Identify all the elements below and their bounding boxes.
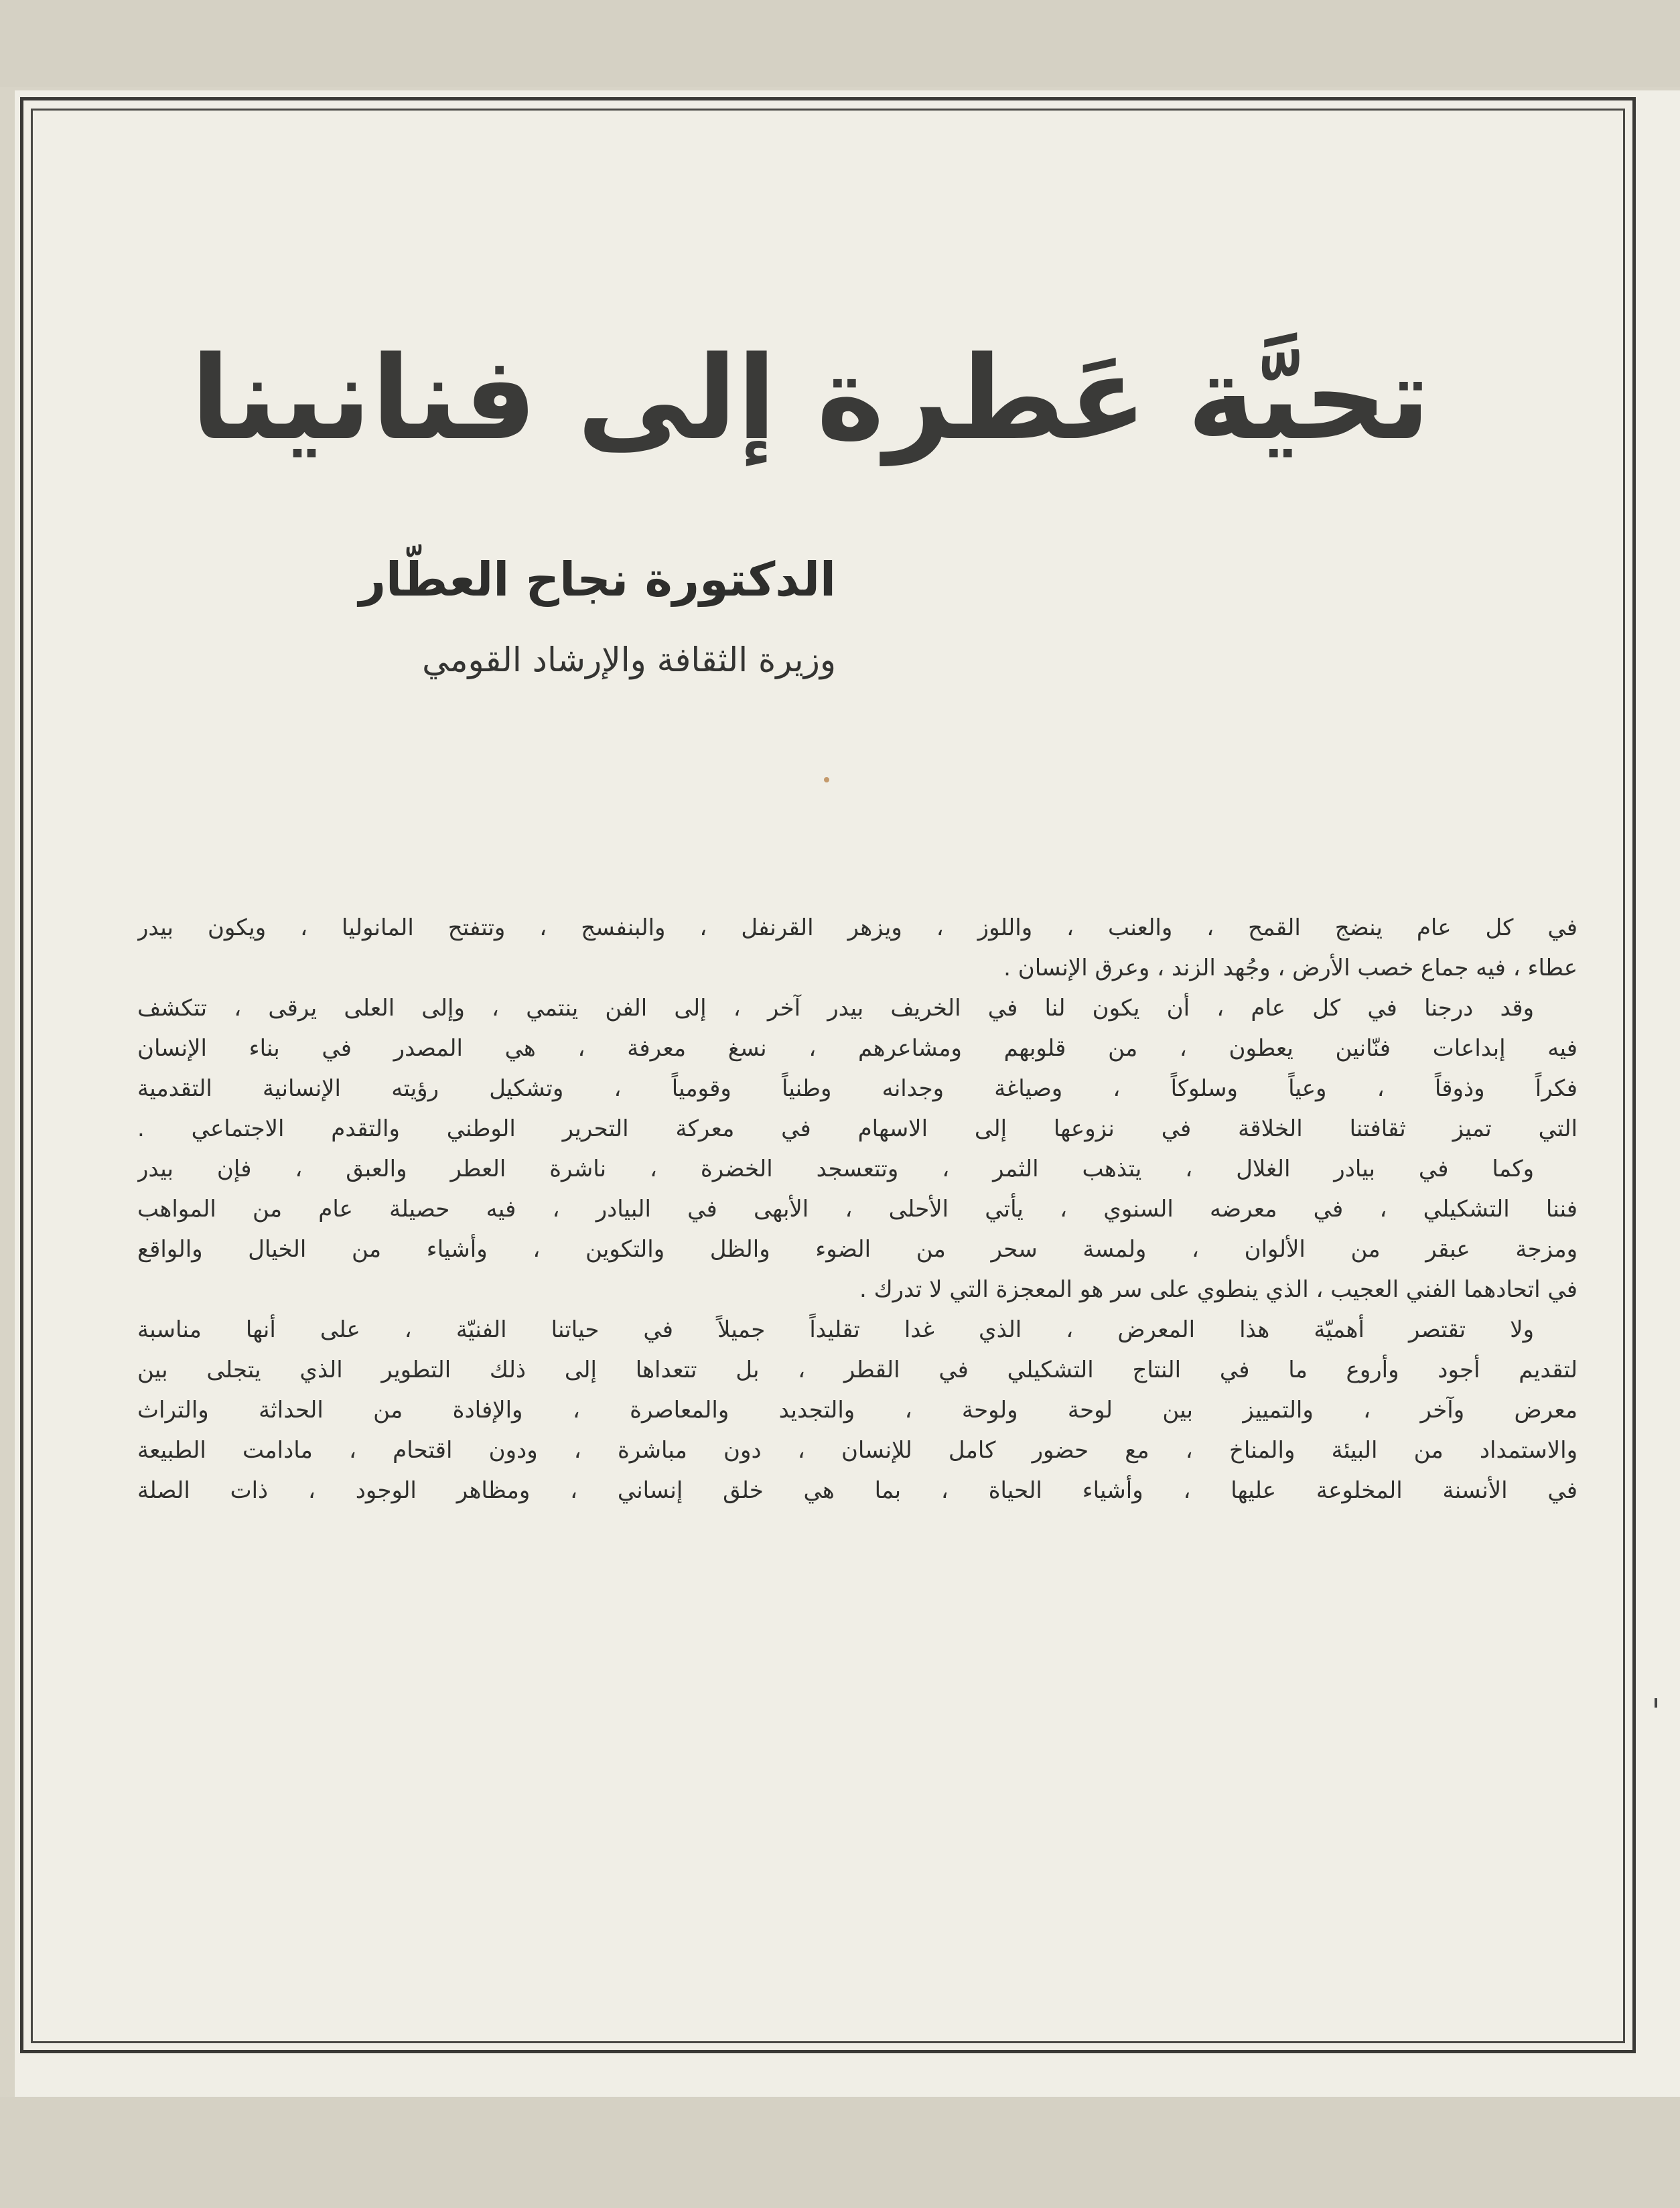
- paragraph-3: [137, 1149, 1578, 1310]
- text-line: في اتحادهما الفني العجيب ، الذي ينطوي على سر هو المعجزة التي لا تدرك .: [859, 1276, 1578, 1303]
- text-line: فيه إبداعات فنّانين يعطون ، من قلوبهم ومشاعرهم ، نسغ معرفة ، هي المصدر في بناء الإنسان: [137, 1035, 1578, 1062]
- text-line: التي تميز ثقافتنا الخلاقة في نزوعها إلى الاسهام في معركة التحرير الوطني والتقدم الاجتماعي .: [137, 1115, 1578, 1142]
- text-line: لتقديم أجود وأروع ما في النتاج التشكيلي في القطر ، بل تتعداها إلى ذلك التطوير الذي يتجلى بين: [137, 1357, 1578, 1383]
- author-role: وزيرة الثقافة والإرشاد القومي: [422, 640, 836, 679]
- text-line: فننا التشكيلي ، في معرضه السنوي ، يأتي الأحلى ، الأبهى في البيادر ، فيه حصيلة عام من المواهب: [137, 1196, 1578, 1223]
- text-line: في الأنسنة المخلوعة عليها ، وأشياء الحياة ، بما هي خلق إنساني ، ومظاهر الوجود ، ذات الصلة: [137, 1477, 1578, 1504]
- top-margin-band: [0, 0, 1680, 87]
- text-line: وقد درجنا في كل عام ، أن يكون لنا في الخريف بيدر آخر ، إلى الفن ينتمي ، وإلى العلى يرقى ، تتكشف: [137, 995, 1534, 1022]
- text-line: عطاء ، فيه جماع خصب الأرض ، وجُهد الزند ، وعرق الإنسان .: [1003, 955, 1578, 981]
- article-title: تحيَّة عَطرة إلى فنانينا: [190, 331, 1431, 466]
- text-line: وكما في بيادر الغلال ، يتذهب الثمر ، وتتعسجد الخضرة ، ناشرة العطر والعبق ، فإن بيدر: [137, 1156, 1534, 1182]
- text-line: والاستمداد من البيئة والمناخ ، مع حضور كامل للإنسان ، دون مباشرة ، ودون اقتحام ، مادامت الطبيعة: [137, 1437, 1578, 1464]
- author-name: الدكتورة نجاح العطّار: [358, 552, 836, 607]
- paragraph-2: [137, 988, 1578, 1149]
- text-line: ولا تقتصر أهميّة هذا المعرض ، الذي غدا تقليداً جميلاً في حياتنا الفنيّة ، على أنها مناسبة: [137, 1316, 1534, 1343]
- text-line: في كل عام ينضج القمح ، والعنب ، واللوز ، ويزهر القرنفل ، والبنفسج ، وتتفتح المانوليا ، ويكون بيدر: [137, 914, 1578, 941]
- article-body: [137, 908, 1578, 1511]
- paper-speck: [824, 777, 829, 782]
- text-line: ومزجة عبقر من الألوان ، ولمسة سحر من الضوء والظل والتكوين ، وأشياء من الخيال والواقع: [137, 1236, 1578, 1263]
- text-line: فكراً وذوقاً ، وعياً وسلوكاً ، وصياغة وجدانه وطنياً وقومياً ، وتشكيل رؤيته الإنسانية التقدمية: [137, 1075, 1578, 1102]
- paragraph-4: [137, 1310, 1578, 1511]
- text-line: معرض وآخر ، والتمييز بين لوحة ولوحة ، والتجديد والمعاصرة ، والإفادة من الحداثة والتراث: [137, 1397, 1578, 1424]
- paragraph-1: [137, 908, 1578, 988]
- margin-mark: [1655, 1698, 1657, 1708]
- bottom-margin-band: [0, 2097, 1680, 2208]
